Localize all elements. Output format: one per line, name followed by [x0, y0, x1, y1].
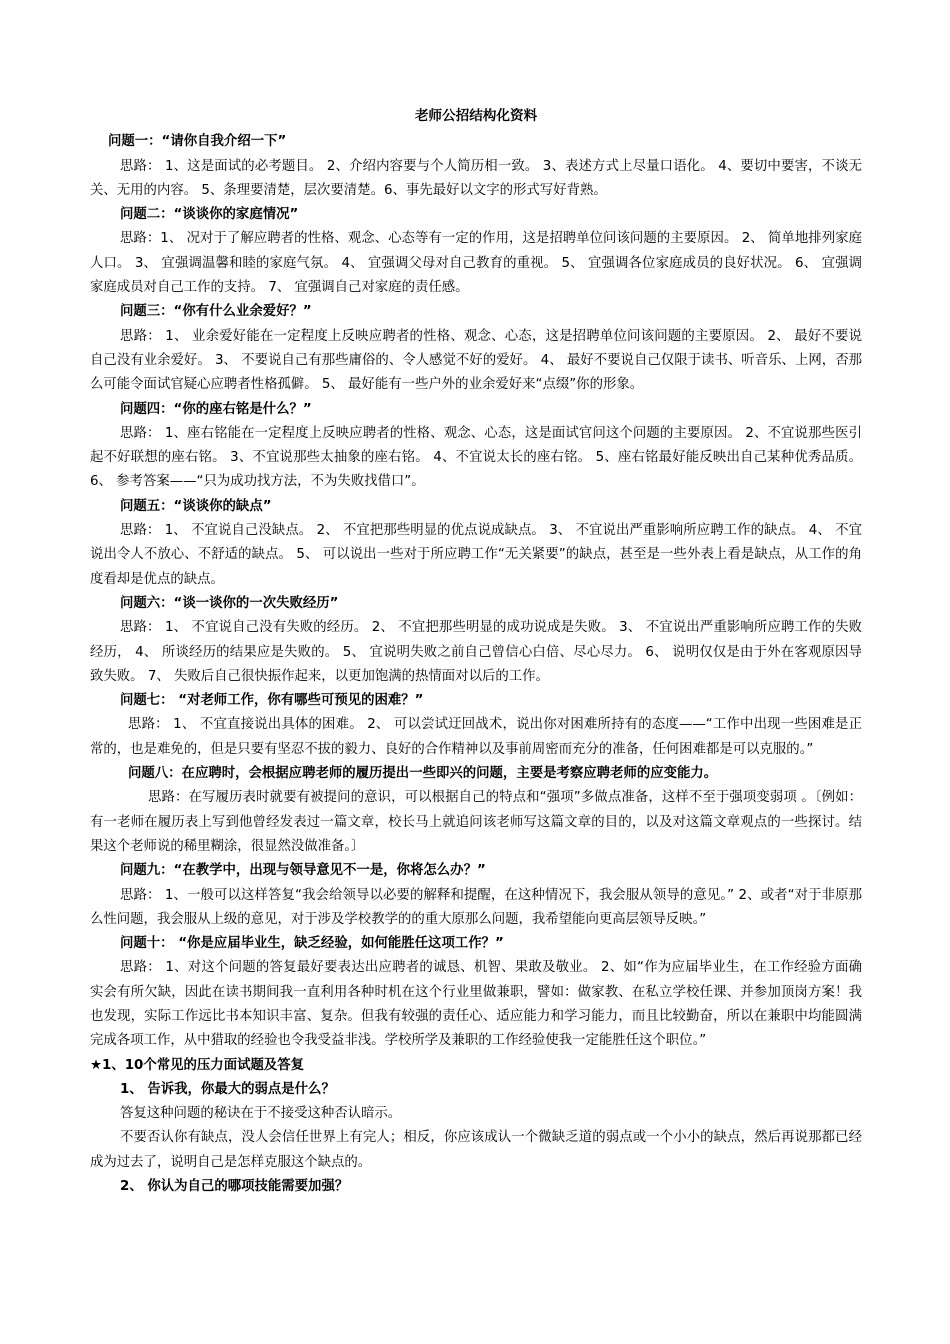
- pressure-question-2: 2、 你认为自己的哪项技能需要加强？: [120, 1179, 349, 1195]
- question-8: 问题八：在应聘时，会根据应聘老师的履历提出一些即兴的问题，主要是考察应聘老师的应变能力。: [128, 766, 718, 782]
- answer-9: 思路： 1、一般可以这样答复“我会给领导以必要的解释和提醒，在这种情况下，我会服从领导的意见。” 2、或者“对于非原那么性问题，我会服从上级的意见，对于涉及学校教学的的重大原那么问题，我希望能向更高层领导反映。”: [90, 887, 862, 927]
- answer-10: 思路： 1、对这个问题的答复最好要表达出应聘者的诚恳、机智、果敢及敬业。 2、如“作为应届毕业生，在工作经验方面确实会有所欠缺，因此在读书期间我一直利用各种时机在这个行业里做兼职，譬如：做家教、在私立学校任课、并参加顶岗方案！我也发现，实际工作远比书本知识丰富、复杂。但我有较强的责任心、适应能力和学习能力，而且比较勤奋，所以在兼职中均能圆满完成各项工作，从中猎取的经验也令我受益非浅。学校所学及兼职的工作经验使我一定能胜任这个职位。”: [90, 960, 862, 1049]
- answer-5: 思路： 1、 不宜说自己没缺点。 2、 不宜把那些明显的优点说成缺点。 3、 不宜说出严重影响所应聘工作的缺点。 4、 不宜说出令人不放心、不舒适的缺点。 5、 可以说出一些对于所应聘工作“无关紧要”的缺点，甚至是一些外表上看是缺点，从工作的角度看却是优点的缺点。: [90, 523, 862, 587]
- question-3: 问题三：“你有什么业余爱好？”: [120, 304, 312, 320]
- answer-4: 思路： 1、座右铭能在一定程度上反映应聘者的性格、观念、心态，这是面试官问这个问题的主要原因。 2、不宜说那些医引起不好联想的座右铭。 3、不宜说那些太抽象的座右铭。 4、不宜说太长的座右铭。 5、座右铭最好能反映出自己某种优秀品质。 6、 参考答案——“只为成功找方法，不为失败找借口”。: [90, 425, 862, 490]
- answer-6: 思路： 1、 不宜说自己没有失败的经历。 2、 不宜把那些明显的成功说成是失败。 3、 不宜说出严重影响所应聘工作的失败经历， 4、 所谈经历的结果应是失败的。 5、 宜说明失败之前自己曾信心白倍、尽心尽力。 6、 说明仅仅是由于外在客观原因导致失败。 7、 失败后自己很快振作起来，以更加饱满的热情面对以后的工作。: [90, 620, 862, 684]
- answer-7: 思路： 1、 不宜直接说出具体的困难。 2、 可以尝试迂回战术，说出你对困难所持有的态度——“工作中出现一些困难是正常的，也是难免的，但是只要有坚忍不拔的毅力、良好的合作精神以及事前周密而充分的准备，任何困难都是可以克服的。”: [90, 717, 862, 757]
- question-6: 问题六：“谈一谈你的一次失败经历”: [120, 595, 339, 611]
- question-9: 问题九：“在教学中，出现与领导意见不一是，你将怎么办？”: [120, 863, 486, 879]
- question-10: 问题十： “你是应届毕业生，缺乏经验，如何能胜任这项工作？”: [120, 936, 504, 952]
- question-7: 问题七： “对老师工作，你有哪些可预见的困难？”: [120, 693, 424, 709]
- section-heading: ★1、10个常见的压力面试题及答复: [90, 1057, 305, 1073]
- answer-8: 思路：在写履历表时就要有被提问的意识，可以根据自己的特点和“强项”多做点准备，这样不至于强项变弱项 。〔例如：有一老师在履历表上写到他曾经发表过一篇文章，校长马上就追问该老师写这篇文章的目的，以及对这篇文章观点的一些探讨。结果这个老师说的稀里糊涂，很显然没做准备。〕: [90, 790, 862, 854]
- document-title: 老师公招结构化资料: [414, 108, 538, 124]
- question-4: 问题四：“你的座右铭是什么？”: [120, 401, 312, 417]
- pressure-answer-1a: 答复这种问题的秘诀在于不接受这种否认暗示。: [120, 1106, 402, 1122]
- answer-1: 思路： 1、这是面试的必考题目。 2、介绍内容要与个人简历相一致。 3、表述方式上尽量口语化。 4、要切中要害，不谈无关、无用的内容。 5、条理要清楚，层次要清楚。6、事先最好以文字的形式写好背熟。: [90, 158, 862, 198]
- pressure-question-1: 1、 告诉我，你最大的弱点是什么？: [120, 1081, 335, 1097]
- question-2: 问题二：“谈谈你的家庭情况”: [120, 207, 299, 223]
- pressure-answer-1b: 不要否认你有缺点，没人会信任世界上有完人；相反，你应该成认一个微缺乏道的弱点或一个小小的缺点，然后再说那都已经成为过去了，说明自己是怎样克服这个缺点的。: [90, 1130, 862, 1170]
- answer-2: 思路：1、 况对于了解应聘者的性格、观念、心态等有一定的作用，这是招聘单位问该问题的主要原因。 2、 简单地排列家庭人口。 3、 宜强调温馨和睦的家庭气氛。 4、 宜强调父母对自己教育的重视。 5、 宜强调各位家庭成员的良好状况。 6、 宜强调家庭成员对自己工作的支持。 7、 宜强调自己对家庭的责任感。: [90, 231, 862, 296]
- question-5: 问题五：“谈谈你的缺点”: [120, 498, 272, 514]
- question-1: 问题一：“请你自我介绍一下”: [108, 134, 287, 150]
- answer-3: 思路： 1、 业余爱好能在一定程度上反映应聘者的性格、观念、心态，这是招聘单位问该问题的主要原因。 2、 最好不要说自己没有业余爱好。 3、 不要说自己有那些庸俗的、令人感觉不好的爱好。 4、 最好不要说自己仅限于读书、听音乐、上网，否那么可能令面试官疑心应聘者性格孤僻。 5、 最好能有一些户外的业余爱好来“点缀”你的形象。: [90, 328, 862, 393]
- document-page: [90, 104, 862, 1199]
